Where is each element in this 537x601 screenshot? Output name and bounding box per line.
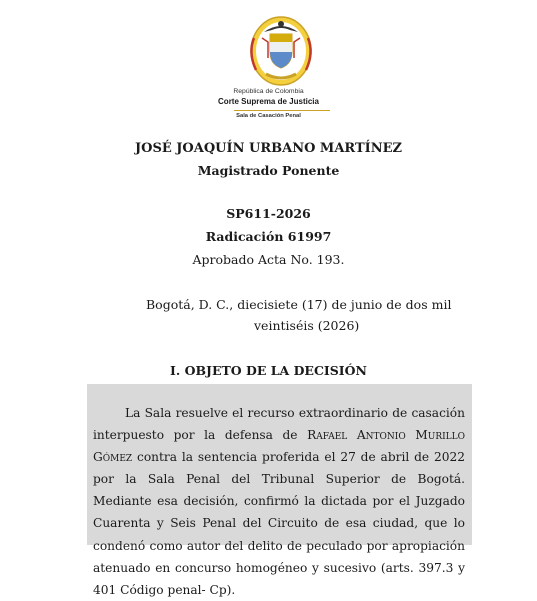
header-divider — [234, 110, 330, 111]
republic-label: República de Colombia — [233, 88, 304, 95]
magistrate-name: JOSÉ JOAQUÍN URBANO MARTÍNEZ — [134, 141, 403, 156]
court-name: Corte Suprema de Justicia — [218, 97, 319, 106]
coat-of-arms-seal — [238, 8, 324, 90]
decision-number: SP611-2026 — [226, 206, 311, 221]
paragraph-text-part1: La Sala resuelve el recurso extraordinario de casación interpuesto por la defensa de — [93, 406, 465, 443]
section-heading: I. OBJETO DE LA DECISIÓN — [170, 363, 367, 378]
magistrate-role: Magistrado Ponente — [197, 163, 340, 178]
chamber-name: Sala de Casación Penal — [236, 113, 301, 119]
date-line-2: veintiséis (2026) — [254, 318, 360, 333]
paragraph-text-part2: contra la sentencia proferida el 27 de abril de 2022 por la Sala Penal del Tribunal Superior de Bogotá. Mediante esa decisión, confirmó la dictada por el Juzgado Cuarenta y Seis Penal del Circuito de esa ciudad, que lo condenó como autor del delito de peculado por apropiación atenuado en concurso homogéneo y sucesivo (arts. 397.3 y 401 Código penal- Cp). — [93, 450, 465, 597]
date-line-1: Bogotá, D. C., diecisiete (17) de junio de dos mil — [146, 297, 452, 312]
filing-number: Radicación 61997 — [205, 229, 332, 244]
approval-record: Aprobado Acta No. 193. — [192, 252, 345, 267]
defendant-name: Rafael Antonio Murillo Gómez — [93, 428, 465, 465]
decision-paragraph — [93, 402, 465, 601]
